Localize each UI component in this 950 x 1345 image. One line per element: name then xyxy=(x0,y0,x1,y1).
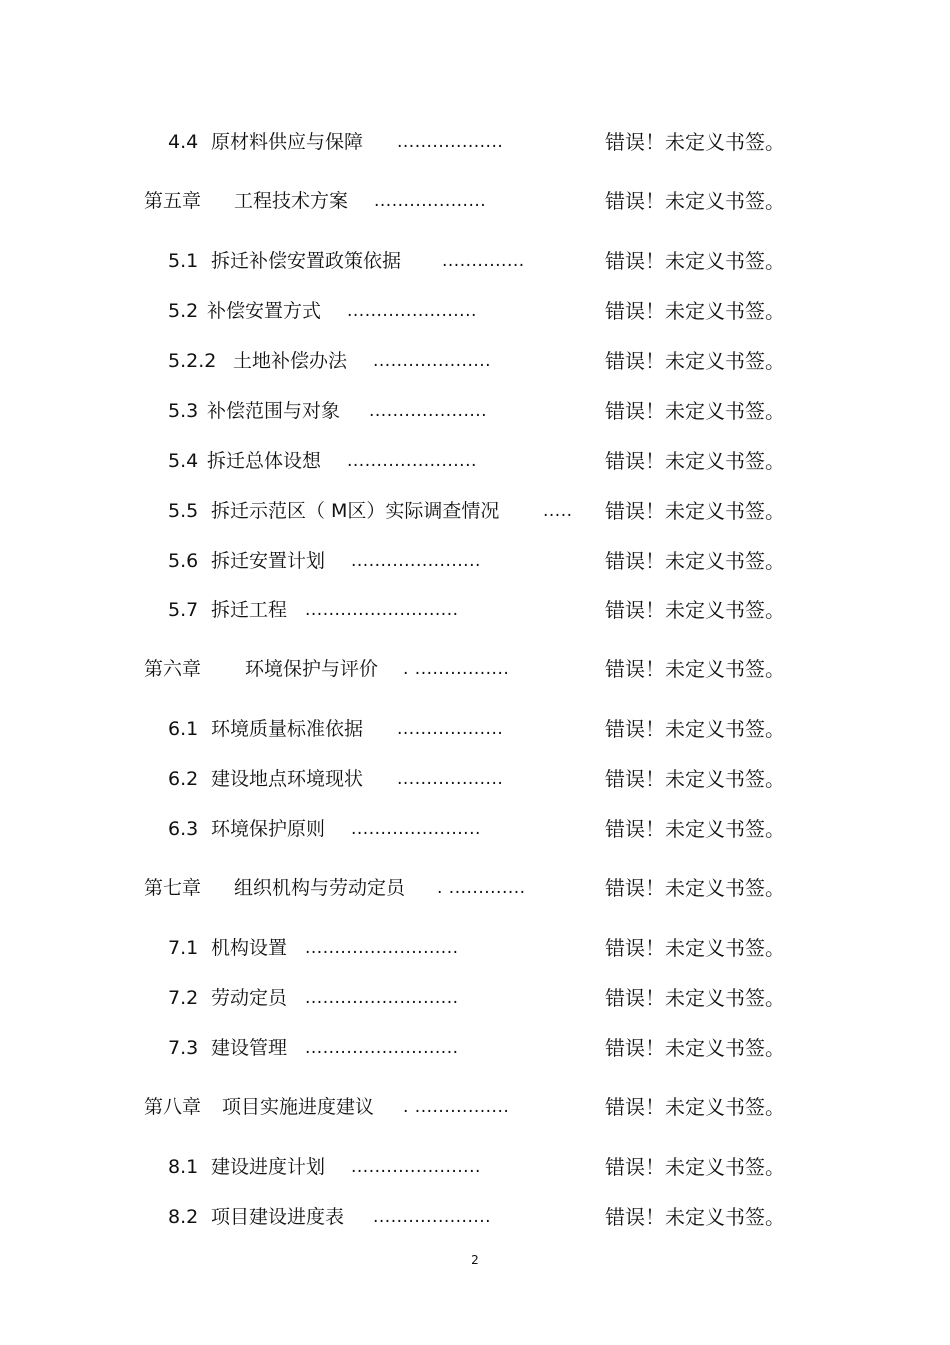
toc-entry-title: 劳动定员 xyxy=(211,987,288,1009)
toc-entry-title: 拆迁工程 xyxy=(211,599,288,621)
toc-entry-leader: .............. xyxy=(442,251,525,271)
toc-entry-page-ref: 错误！未定义书签。 xyxy=(605,249,785,273)
toc-entry-leader: .................. xyxy=(397,719,504,739)
toc-entry-page-ref: 错误！未定义书签。 xyxy=(605,657,785,681)
toc-entry-title: 拆迁安置计划 xyxy=(211,550,326,572)
toc-entry-title: 建设地点环境现状 xyxy=(211,768,364,790)
toc-entry-number: 5.4 xyxy=(168,450,199,472)
toc-entry-title: 原材料供应与保障 xyxy=(211,131,364,153)
toc-entry-title: 补偿安置方式 xyxy=(207,300,322,322)
toc-entry-leader: ...................... xyxy=(351,819,481,839)
toc-entry-title: 项目建设进度表 xyxy=(211,1206,345,1228)
toc-entry-number: 6.3 xyxy=(168,818,199,840)
toc-entry-title: 拆迁总体设想 xyxy=(207,450,322,472)
toc-entry-leader: .......................... xyxy=(305,988,459,1008)
toc-entry-leader: ..... xyxy=(543,501,573,521)
toc-entry-number: 5.5 xyxy=(168,500,199,522)
toc-entry-chapter-7[interactable] xyxy=(0,873,950,903)
page-number: 2 xyxy=(471,1253,479,1267)
toc-entry-number: 第六章 xyxy=(144,658,202,680)
toc-entry-title: 环境保护原则 xyxy=(211,818,326,840)
toc-entry-number: 8.1 xyxy=(168,1156,199,1178)
toc-entry-number: 8.2 xyxy=(168,1206,199,1228)
toc-entry-number: 5.7 xyxy=(168,599,199,621)
toc-entry-leader: . ............. xyxy=(437,878,526,898)
toc-entry-title: 机构设置 xyxy=(211,937,288,959)
toc-entry-page-ref: 错误！未定义书签。 xyxy=(605,936,785,960)
toc-entry-title: 拆迁补偿安置政策依据 xyxy=(211,250,402,272)
toc-entry-page-ref: 错误！未定义书签。 xyxy=(605,1036,785,1060)
toc-entry-page-ref: 错误！未定义书签。 xyxy=(605,399,785,423)
toc-entry-title: 环境保护与评价 xyxy=(245,658,379,680)
toc-entry-7-3[interactable] xyxy=(0,1033,950,1063)
toc-entry-leader: .................... xyxy=(369,401,488,421)
toc-entry-page-ref: 错误！未定义书签。 xyxy=(605,499,785,523)
toc-entry-number: 7.1 xyxy=(168,937,199,959)
toc-entry-5-4[interactable] xyxy=(0,446,950,476)
toc-entry-leader: .......................... xyxy=(305,938,459,958)
toc-entry-leader: ................... xyxy=(374,191,487,211)
toc-entry-page-ref: 错误！未定义书签。 xyxy=(605,549,785,573)
toc-entry-number: 5.3 xyxy=(168,400,199,422)
toc-entry-page-ref: 错误！未定义书签。 xyxy=(605,1155,785,1179)
toc-entry-number: 5.2 xyxy=(168,300,199,322)
toc-entry-5-2-2[interactable] xyxy=(0,346,950,376)
toc-entry-7-2[interactable] xyxy=(0,983,950,1013)
toc-entry-page-ref: 错误！未定义书签。 xyxy=(605,299,785,323)
toc-entry-6-1[interactable] xyxy=(0,714,950,744)
toc-entry-5-5[interactable] xyxy=(0,496,950,526)
toc-entry-title: 建设进度计划 xyxy=(211,1156,326,1178)
toc-entry-page-ref: 错误！未定义书签。 xyxy=(605,717,785,741)
toc-entry-5-3[interactable] xyxy=(0,396,950,426)
toc-entry-leader: . ................ xyxy=(403,659,510,679)
toc-entry-leader: ...................... xyxy=(351,1157,481,1177)
toc-entry-number: 5.2.2 xyxy=(168,350,217,372)
toc-entry-page-ref: 错误！未定义书签。 xyxy=(605,1205,785,1229)
toc-entry-6-2[interactable] xyxy=(0,764,950,794)
toc-entry-title: 项目实施进度建议 xyxy=(222,1096,375,1118)
toc-entry-number: 第五章 xyxy=(144,190,202,212)
toc-entry-page-ref: 错误！未定义书签。 xyxy=(605,598,785,622)
toc-entry-page-ref: 错误！未定义书签。 xyxy=(605,986,785,1010)
toc-entry-leader: .................... xyxy=(373,351,492,371)
toc-entry-chapter-5[interactable] xyxy=(0,186,950,216)
toc-entry-number: 4.4 xyxy=(168,131,199,153)
toc-entry-number: 5.6 xyxy=(168,550,199,572)
toc-entry-7-1[interactable] xyxy=(0,933,950,963)
toc-entry-title: 组织机构与劳动定员 xyxy=(234,877,406,899)
toc-entry-number: 6.2 xyxy=(168,768,199,790)
toc-entry-number: 6.1 xyxy=(168,718,199,740)
toc-entry-number: 7.2 xyxy=(168,987,199,1009)
toc-entry-leader: .................. xyxy=(397,769,504,789)
toc-entry-leader: .................. xyxy=(397,132,504,152)
toc-entry-page-ref: 错误！未定义书签。 xyxy=(605,767,785,791)
toc-entry-number: 7.3 xyxy=(168,1037,199,1059)
toc-entry-8-1[interactable] xyxy=(0,1152,950,1182)
toc-entry-page-ref: 错误！未定义书签。 xyxy=(605,876,785,900)
toc-entry-leader: ...................... xyxy=(347,451,477,471)
toc-entry-page-ref: 错误！未定义书签。 xyxy=(605,1095,785,1119)
toc-entry-number: 5.1 xyxy=(168,250,199,272)
toc-entry-title: 补偿范围与对象 xyxy=(207,400,341,422)
toc-entry-5-1[interactable] xyxy=(0,246,950,276)
toc-entry-4-4[interactable] xyxy=(0,127,950,157)
toc-entry-leader: ...................... xyxy=(347,301,477,321)
toc-entry-6-3[interactable] xyxy=(0,814,950,844)
toc-entry-8-2[interactable] xyxy=(0,1202,950,1232)
toc-entry-leader: .................... xyxy=(373,1207,492,1227)
toc-entry-leader: ...................... xyxy=(351,551,481,571)
toc-entry-page-ref: 错误！未定义书签。 xyxy=(605,189,785,213)
toc-entry-page-ref: 错误！未定义书签。 xyxy=(605,130,785,154)
toc-entry-page-ref: 错误！未定义书签。 xyxy=(605,449,785,473)
toc-entry-number: 第七章 xyxy=(144,877,202,899)
toc-entry-5-7[interactable] xyxy=(0,595,950,625)
toc-entry-chapter-8[interactable] xyxy=(0,1092,950,1122)
toc-entry-title: 拆迁示范区（ M区）实际调查情况 xyxy=(211,500,500,522)
toc-entry-number: 第八章 xyxy=(144,1096,202,1118)
toc-entry-5-6[interactable] xyxy=(0,546,950,576)
toc-entry-leader: .......................... xyxy=(305,600,459,620)
toc-entry-title: 土地补偿办法 xyxy=(233,350,348,372)
toc-entry-page-ref: 错误！未定义书签。 xyxy=(605,349,785,373)
toc-entry-5-2[interactable] xyxy=(0,296,950,326)
toc-entry-leader: . ................ xyxy=(403,1097,510,1117)
toc-entry-leader: .......................... xyxy=(305,1038,459,1058)
toc-entry-page-ref: 错误！未定义书签。 xyxy=(605,817,785,841)
toc-entry-chapter-6[interactable] xyxy=(0,654,950,684)
toc-entry-title: 工程技术方案 xyxy=(234,190,349,212)
toc-entry-title: 建设管理 xyxy=(211,1037,288,1059)
toc-entry-title: 环境质量标准依据 xyxy=(211,718,364,740)
